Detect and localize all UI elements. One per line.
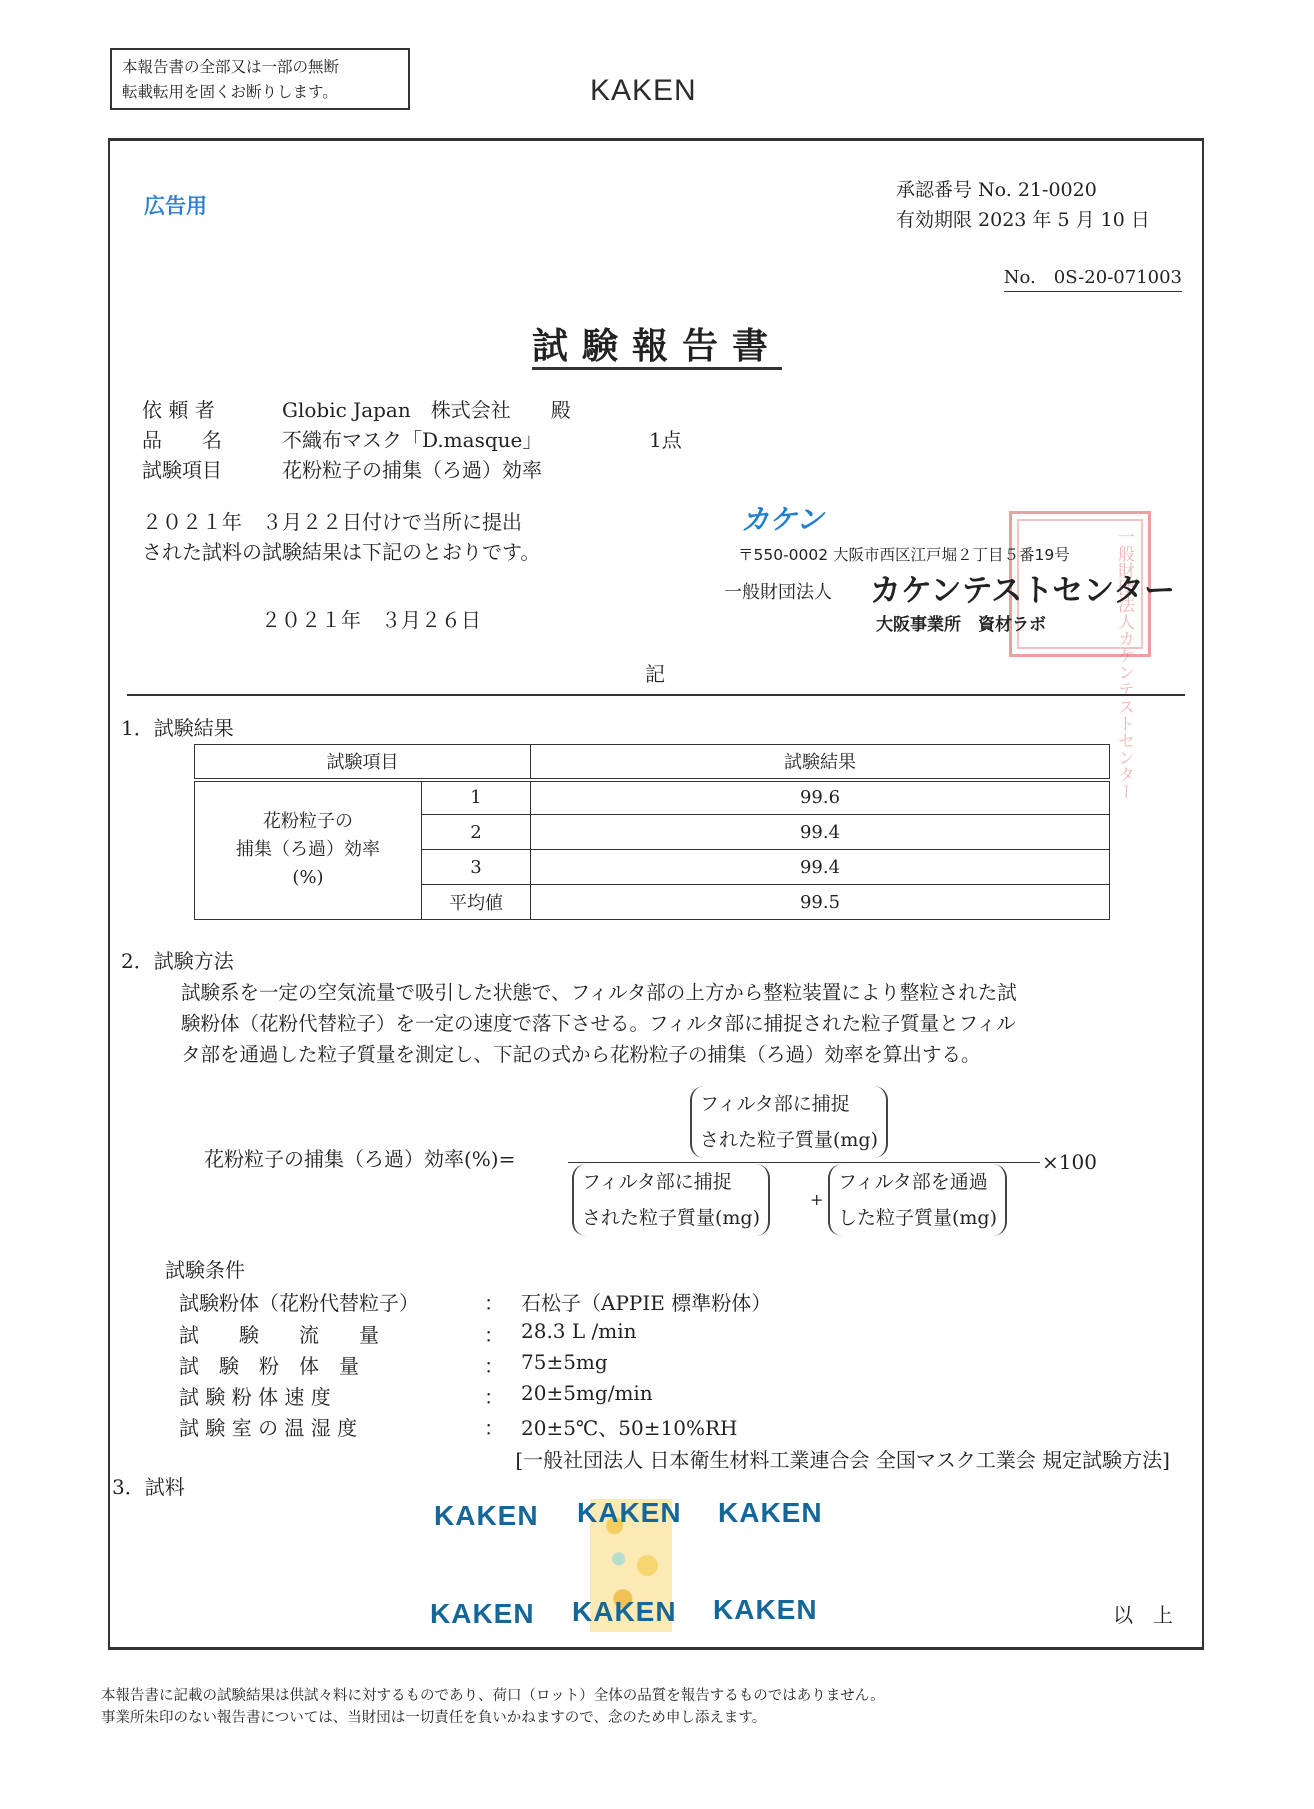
item-label-cell bbox=[195, 780, 422, 920]
condition-colon: ： bbox=[484, 1416, 504, 1440]
condition-value: 75±5mg bbox=[521, 1350, 608, 1374]
trial-number: 3 bbox=[422, 850, 531, 885]
issuer-office: 大阪事業所 資材ラボ bbox=[876, 615, 1046, 635]
method-line: 験粉体（花粉代替粒子）を一定の速度で落下させる。フィルタ部に捕捉された粒子質量とフィル bbox=[181, 1012, 1016, 1035]
brand-logo: KAKEN bbox=[590, 74, 697, 107]
notice-line: 転載転用を固くお断りします。 bbox=[122, 83, 338, 101]
issue-date: ２０２１年 ３月２６日 bbox=[261, 608, 481, 632]
notice-line: 本報告書の全部又は一部の無断 bbox=[122, 58, 340, 76]
formula-multiplier: ×100 bbox=[1042, 1150, 1097, 1174]
issuer-org-name: カケンテストセンター bbox=[870, 573, 1176, 609]
formula-numerator bbox=[690, 1086, 888, 1158]
col-header-result: 試験結果 bbox=[531, 745, 1110, 780]
result-value: 99.5 bbox=[531, 885, 1110, 920]
ki-mark: 記 bbox=[645, 662, 665, 686]
footer-note: 本報告書に記載の試験結果は供試々料に対するものであり、荷口（ロット）全体の品質を報告するものではありません。 bbox=[101, 1688, 885, 1704]
approval-expiry: 有効期限 2023 年 5 月 10 日 bbox=[896, 209, 1150, 231]
method-description bbox=[181, 977, 1181, 1070]
issuer-org-type: 一般財団法人 bbox=[724, 582, 832, 603]
sample-mark: KAKEN bbox=[434, 1500, 539, 1531]
section-heading: 3．試料 bbox=[112, 1475, 185, 1499]
condition-colon: ： bbox=[484, 1385, 504, 1409]
intro-line: された試料の試験結果は下記のとおりです。 bbox=[142, 540, 541, 564]
formula-denominator-1 bbox=[572, 1164, 770, 1236]
results-table bbox=[194, 744, 1110, 920]
copyright-notice bbox=[110, 48, 410, 110]
trial-number: 2 bbox=[422, 815, 531, 850]
formula-text: フィルタ部に捕捉 bbox=[582, 1171, 732, 1193]
field-label: 試験項目 bbox=[142, 458, 222, 482]
field-label: 依 頼 者 bbox=[142, 398, 215, 422]
title-text: 試験報告書 bbox=[532, 325, 782, 370]
item-label-line: 捕集（ろ過）効率 bbox=[236, 839, 380, 861]
result-value: 99.4 bbox=[531, 815, 1110, 850]
formula-text: した粒子質量(mg) bbox=[838, 1207, 998, 1229]
report-number: No. 0S-20-071003 bbox=[1004, 263, 1182, 292]
condition-label: 試 験 粉 体 速 度 bbox=[179, 1385, 331, 1409]
approval-number: 承認番号 No. 21-0020 bbox=[896, 179, 1097, 201]
quantity: 1点 bbox=[649, 428, 682, 452]
field-label: 品 名 bbox=[142, 428, 222, 452]
formula-text: フィルタ部に捕捉 bbox=[700, 1093, 850, 1115]
trial-number: 平均値 bbox=[422, 885, 531, 920]
condition-value: 28.3 L /min bbox=[521, 1319, 637, 1343]
field-value: 不織布マスク「D.masque」 bbox=[282, 428, 543, 452]
condition-value: 20±5℃、50±10%RH bbox=[521, 1416, 738, 1440]
table-header-row bbox=[195, 745, 1110, 780]
official-seal: 一般財団法人カケンテストセンター bbox=[1009, 511, 1151, 657]
standard-reference: [一般社団法人 日本衛生材料工業連合会 全国マスク工業会 規定試験方法] bbox=[515, 1448, 1170, 1472]
condition-label: 試 験 流 量 bbox=[179, 1323, 379, 1347]
condition-colon: ： bbox=[484, 1291, 504, 1315]
divider bbox=[127, 694, 1185, 696]
fraction-bar bbox=[568, 1162, 1040, 1163]
col-header-item: 試験項目 bbox=[195, 745, 531, 780]
sample-mark: KAKEN bbox=[430, 1598, 535, 1629]
formula-plus: + bbox=[810, 1190, 824, 1209]
condition-label: 試験粉体（花粉代替粒子） bbox=[179, 1291, 419, 1315]
intro-line: ２０２１年 ３月２２日付けで当所に提出 bbox=[142, 510, 522, 534]
formula-text: された粒子質量(mg) bbox=[700, 1129, 879, 1151]
trial-number: 1 bbox=[422, 780, 531, 815]
sample-mark: KAKEN bbox=[572, 1596, 677, 1627]
issuer-address: 〒550-0002 大阪市西区江戸堀２丁目５番19号 bbox=[738, 546, 1070, 564]
formula-text: された粒子質量(mg) bbox=[582, 1207, 761, 1229]
condition-colon: ： bbox=[484, 1323, 504, 1347]
condition-colon: ： bbox=[484, 1354, 504, 1378]
footer-note: 事業所朱印のない報告書については、当財団は一切責任を負いかねますので、念のため申し添えます。 bbox=[101, 1710, 767, 1726]
condition-label: 試 験 粉 体 量 bbox=[179, 1354, 359, 1378]
formula-text: フィルタ部を通過 bbox=[838, 1171, 988, 1193]
item-label-line: 花粉粒子の bbox=[263, 811, 353, 833]
result-value: 99.6 bbox=[531, 780, 1110, 815]
section-heading: 1．試験結果 bbox=[121, 716, 234, 740]
section-heading: 2．試験方法 bbox=[121, 949, 234, 973]
condition-label: 試 験 室 の 温 湿 度 bbox=[179, 1416, 358, 1440]
formula-lhs: 花粉粒子の捕集（ろ過）効率(%)= bbox=[204, 1147, 516, 1171]
table-row bbox=[195, 780, 1110, 815]
field-value: 花粉粒子の捕集（ろ過）効率 bbox=[282, 458, 542, 482]
formula-denominator-2 bbox=[828, 1164, 1007, 1236]
ad-use-label: 広告用 bbox=[144, 194, 207, 218]
item-label-line: (%) bbox=[292, 867, 324, 889]
condition-value: 20±5mg/min bbox=[521, 1381, 653, 1405]
method-line: タ部を通過した粒子質量を測定し、下記の式から花粉粒子の捕集（ろ過）効率を算出する。 bbox=[181, 1043, 981, 1066]
page-title bbox=[0, 318, 1314, 369]
field-value: Globic Japan 株式会社 殿 bbox=[282, 398, 571, 422]
sample-mark: KAKEN bbox=[718, 1497, 823, 1528]
sample-mark: KAKEN bbox=[713, 1594, 818, 1625]
sample-mark: KAKEN bbox=[577, 1497, 682, 1528]
kaken-logo: カケン bbox=[741, 503, 824, 536]
conditions-heading: 試験条件 bbox=[165, 1258, 245, 1282]
end-mark: 以 上 bbox=[1113, 1603, 1173, 1627]
result-value: 99.4 bbox=[531, 850, 1110, 885]
method-line: 試験系を一定の空気流量で吸引した状態で、フィルタ部の上方から整粒装置により整粒された試 bbox=[181, 981, 1017, 1004]
condition-value: 石松子（APPIE 標準粉体） bbox=[521, 1291, 772, 1315]
